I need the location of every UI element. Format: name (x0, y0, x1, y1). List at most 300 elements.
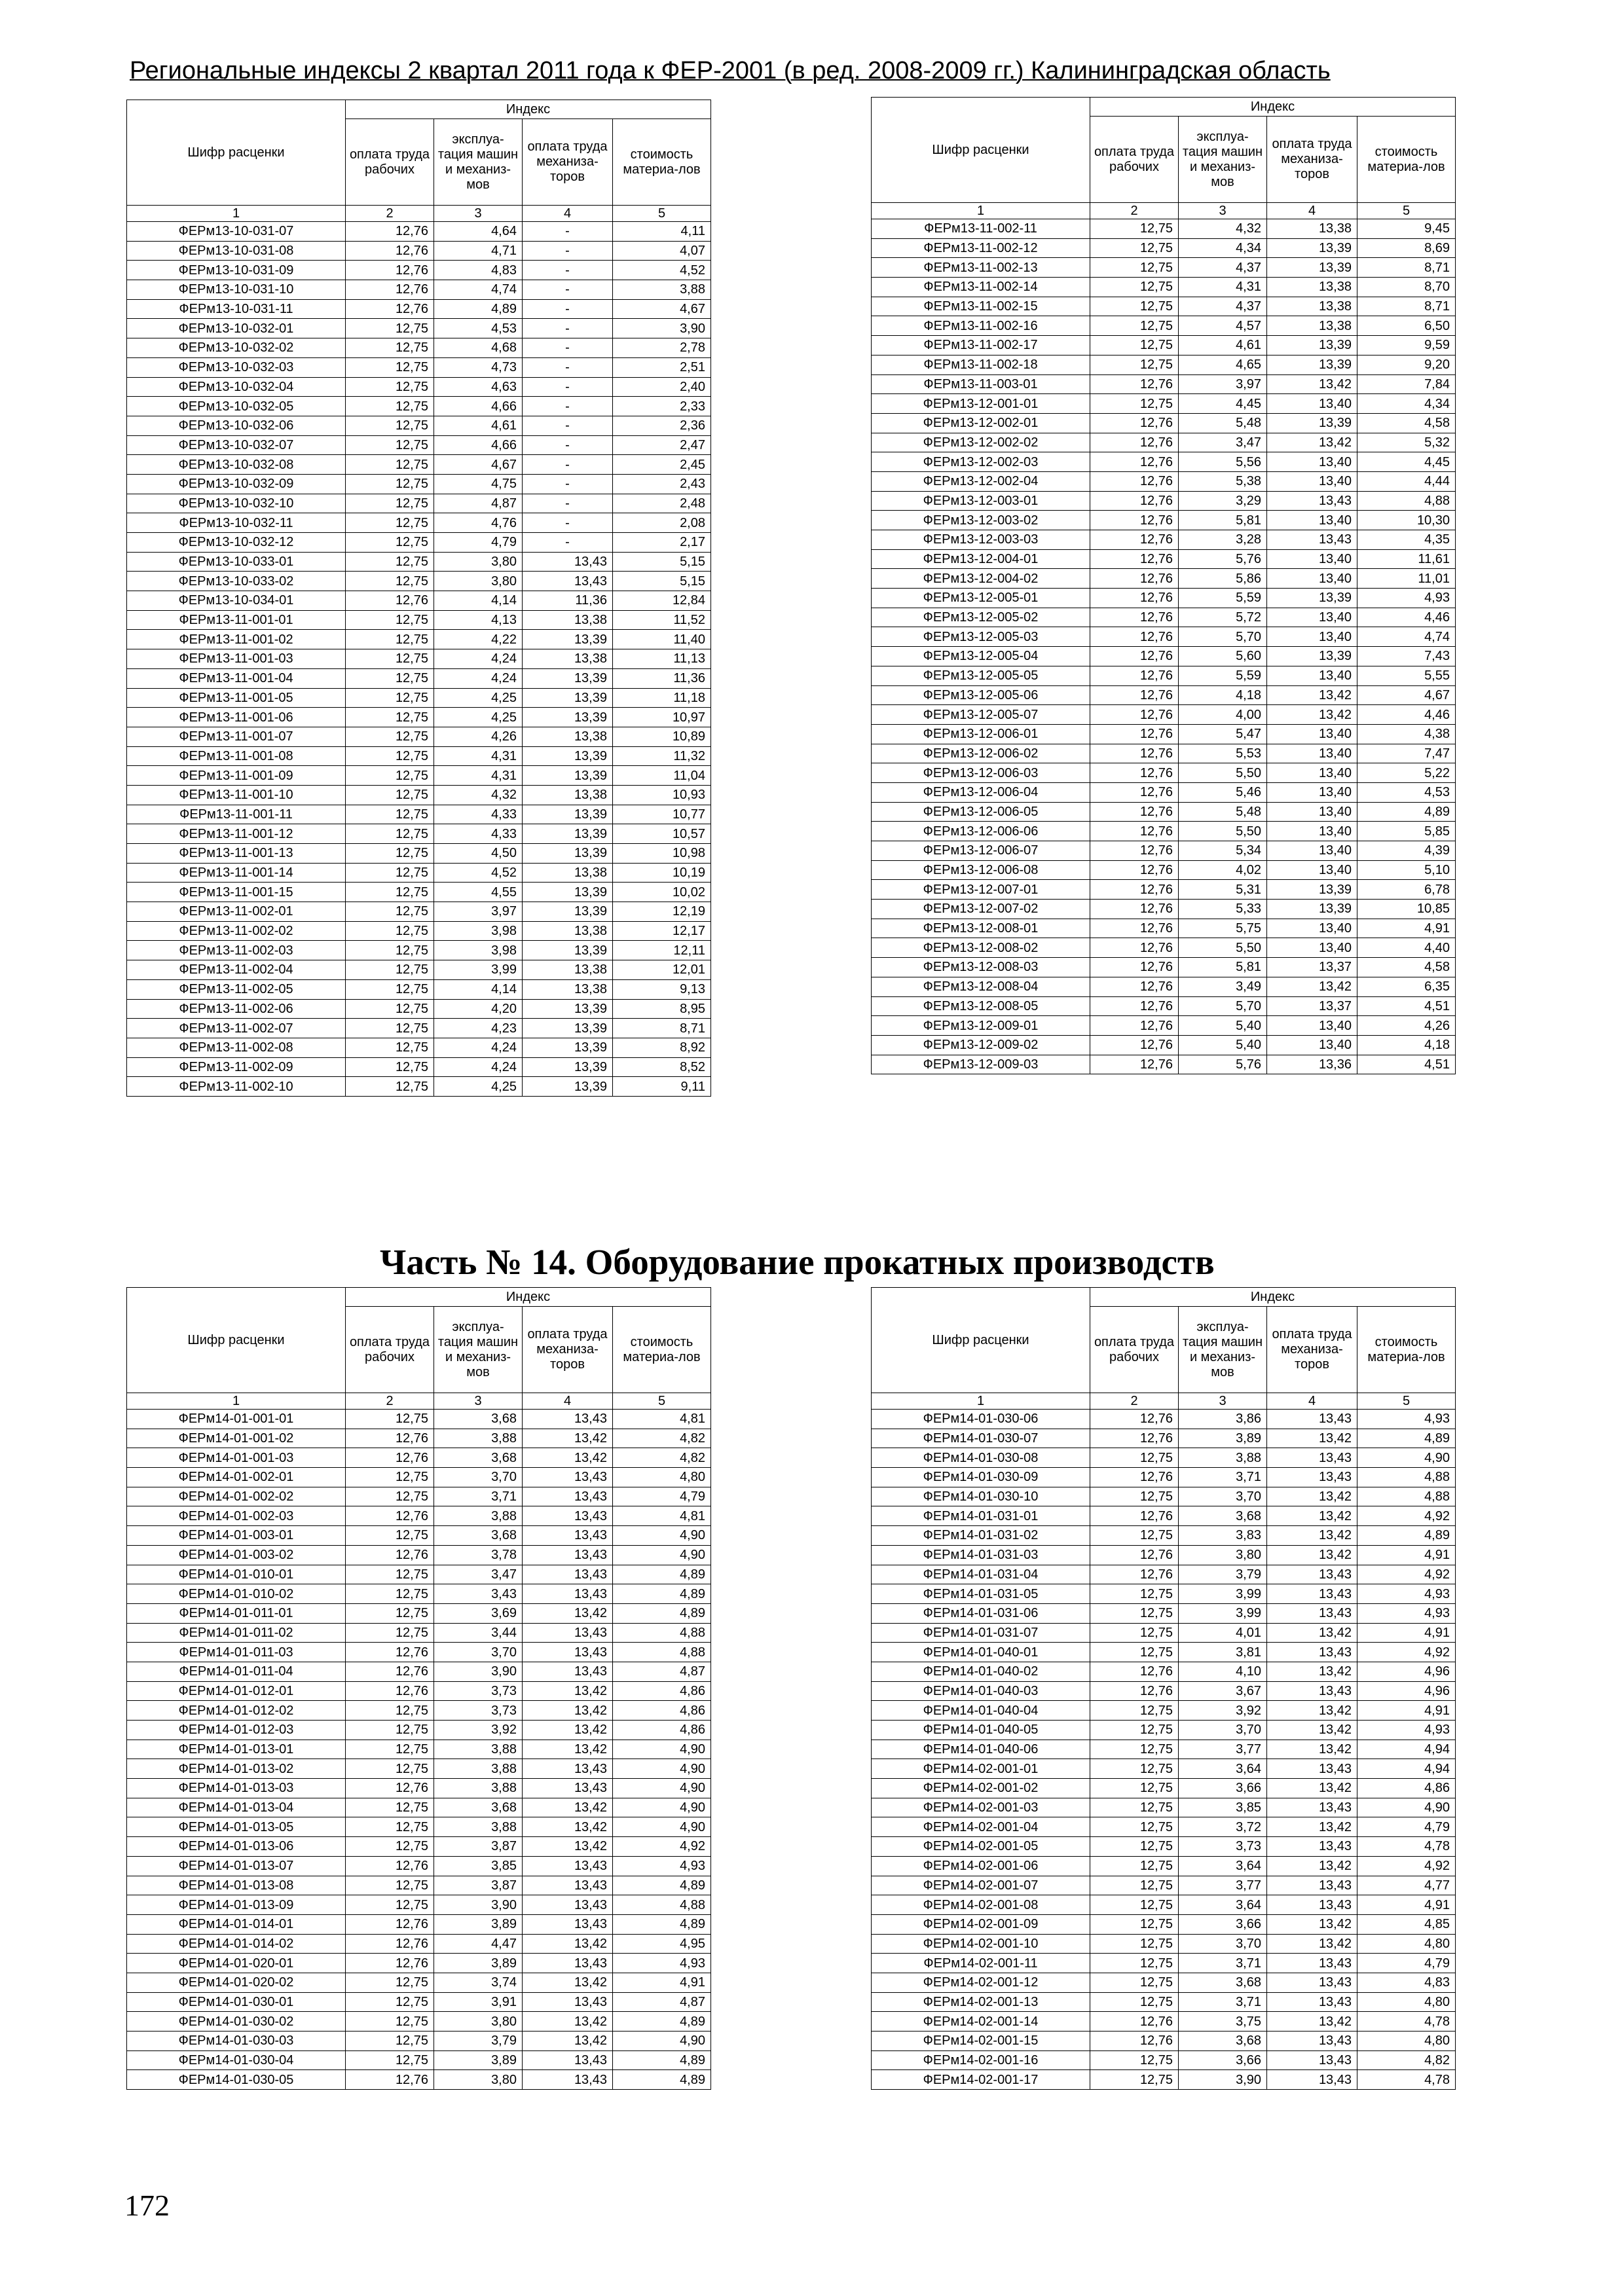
cell-rate-code: ФЕРм14-02-001-07 (872, 1876, 1090, 1895)
cell-value: 13,42 (1267, 1623, 1357, 1643)
cell-value: 4,80 (613, 1468, 711, 1487)
cell-value: 4,25 (434, 1077, 523, 1097)
cell-value: 12,01 (613, 960, 711, 980)
cell-value: 4,24 (434, 668, 523, 688)
cell-value: 10,97 (613, 708, 711, 727)
cell-value: 12,76 (1090, 627, 1179, 647)
header-index: Индекс (346, 100, 711, 119)
table-row (127, 494, 711, 513)
table-row (127, 533, 711, 553)
table-row (872, 1487, 1456, 1506)
cell-value: 12,76 (346, 280, 434, 300)
section-title: Часть № 14. Оборудование прокатных производств (380, 1242, 1215, 1282)
cell-rate-code: ФЕРм14-01-011-02 (127, 1623, 346, 1643)
cell-value: 4,79 (434, 533, 523, 553)
cell-value: 13,40 (1267, 666, 1357, 685)
cell-value: 12,75 (1090, 316, 1179, 336)
cell-value: 12,75 (346, 2050, 434, 2070)
cell-rate-code: ФЕРм13-11-002-15 (872, 297, 1090, 316)
cell-value: 4,90 (613, 2032, 711, 2051)
cell-value: 12,76 (346, 1545, 434, 1565)
cell-value: 13,43 (1267, 1584, 1357, 1604)
cell-value: 4,31 (434, 766, 523, 786)
cell-value: 13,43 (1267, 1759, 1357, 1779)
cell-value: 13,42 (523, 1740, 613, 1759)
page-number: 172 (124, 2189, 170, 2222)
cell-value: 13,43 (1267, 1895, 1357, 1915)
cell-value: 12,11 (613, 941, 711, 960)
header-column-number: 3 (1179, 203, 1267, 219)
cell-value: 13,42 (523, 1837, 613, 1857)
cell-value: 5,32 (1357, 433, 1456, 452)
cell-value: 4,89 (613, 2012, 711, 2032)
cell-value: 10,98 (613, 844, 711, 864)
table-row (872, 802, 1456, 822)
table-row (127, 805, 711, 824)
header-index: Индекс (346, 1288, 711, 1307)
cell-rate-code: ФЕРм13-11-002-16 (872, 316, 1090, 336)
cell-value: 13,43 (1267, 1681, 1357, 1701)
cell-value: 4,86 (1357, 1779, 1456, 1798)
cell-value: 13,42 (1267, 1506, 1357, 1526)
cell-value: 13,42 (1267, 433, 1357, 452)
table-row (872, 1506, 1456, 1526)
cell-rate-code: ФЕРм13-10-033-01 (127, 552, 346, 572)
table-row (127, 435, 711, 455)
table-row (872, 336, 1456, 355)
cell-value: 13,43 (1267, 1798, 1357, 1817)
table-row (872, 433, 1456, 452)
cell-value: 12,75 (346, 1565, 434, 1584)
cell-value: 4,82 (1357, 2050, 1456, 2070)
table-row (872, 471, 1456, 491)
cell-value: 4,57 (1179, 316, 1267, 336)
cell-rate-code: ФЕРм14-01-031-03 (872, 1545, 1090, 1565)
cell-value: 4,89 (1357, 802, 1456, 822)
cell-value: 13,43 (523, 1545, 613, 1565)
cell-value: 12,75 (1090, 297, 1179, 316)
header-labor: оплата труда рабочих (1090, 117, 1179, 203)
cell-value: 4,89 (613, 1565, 711, 1584)
table-row (872, 374, 1456, 394)
table-row (127, 824, 711, 844)
cell-value: 13,43 (1267, 530, 1357, 550)
cell-value: - (523, 280, 613, 300)
cell-value: 13,42 (523, 1798, 613, 1817)
table-row (127, 941, 711, 960)
header-column-number: 4 (1267, 1393, 1357, 1410)
table-row (127, 999, 711, 1019)
cell-value: 13,39 (523, 824, 613, 844)
cell-value: 13,42 (1267, 685, 1357, 705)
cell-value: 12,76 (1090, 996, 1179, 1016)
cell-value: 12,75 (346, 2012, 434, 2032)
table-row (127, 280, 711, 300)
table-row (872, 647, 1456, 666)
cell-value: 12,75 (1090, 1779, 1179, 1798)
cell-rate-code: ФЕРм13-12-005-05 (872, 666, 1090, 685)
cell-value: 13,42 (1267, 1856, 1357, 1876)
cell-value: 12,75 (346, 999, 434, 1019)
cell-value: 12,76 (1090, 549, 1179, 569)
cell-value: 12,75 (346, 572, 434, 591)
cell-value: 12,75 (346, 1468, 434, 1487)
cell-value: 12,75 (346, 1526, 434, 1546)
cell-rate-code: ФЕРм14-01-013-04 (127, 1798, 346, 1817)
cell-value: 13,42 (1267, 1662, 1357, 1681)
cell-value: 3,77 (1179, 1876, 1267, 1895)
cell-value: 13,39 (523, 630, 613, 649)
cell-value: 13,40 (1267, 1035, 1357, 1055)
cell-rate-code: ФЕРм13-11-001-11 (127, 805, 346, 824)
table-row (872, 1623, 1456, 1643)
header-column-number: 5 (613, 1393, 711, 1410)
cell-rate-code: ФЕРм13-10-031-07 (127, 222, 346, 242)
cell-value: 5,48 (1179, 413, 1267, 433)
cell-value: 3,90 (434, 1895, 523, 1915)
cell-rate-code: ФЕРм13-12-004-01 (872, 549, 1090, 569)
cell-value: 4,52 (613, 261, 711, 280)
cell-value: 5,50 (1179, 822, 1267, 841)
cell-rate-code: ФЕРм13-11-001-10 (127, 785, 346, 805)
cell-value: 7,84 (1357, 374, 1456, 394)
table-row (872, 1662, 1456, 1681)
cell-value: 12,75 (346, 1798, 434, 1817)
cell-rate-code: ФЕРм14-01-010-02 (127, 1584, 346, 1604)
cell-value: 13,39 (1267, 413, 1357, 433)
cell-rate-code: ФЕРм13-10-033-02 (127, 572, 346, 591)
header-materials: стоимость материа-лов (1357, 117, 1456, 203)
cell-rate-code: ФЕРм13-12-009-03 (872, 1055, 1090, 1074)
cell-value: 12,75 (346, 610, 434, 630)
cell-value: 3,81 (1179, 1643, 1267, 1662)
cell-value: 4,88 (1357, 1468, 1456, 1487)
table-row (127, 1603, 711, 1623)
cell-value: 4,67 (434, 455, 523, 475)
cell-value: 13,43 (523, 1410, 613, 1429)
cell-value: 4,24 (434, 1057, 523, 1077)
cell-value: 3,80 (434, 2070, 523, 2090)
cell-value: 4,76 (434, 513, 523, 533)
cell-value: - (523, 435, 613, 455)
cell-value: 3,72 (1179, 1817, 1267, 1837)
cell-value: 3,68 (1179, 2032, 1267, 2051)
cell-value: 13,40 (1267, 763, 1357, 783)
cell-value: 4,92 (613, 1837, 711, 1857)
cell-value: 4,58 (1357, 413, 1456, 433)
cell-value: 8,71 (1357, 297, 1456, 316)
cell-value: 12,75 (346, 1410, 434, 1429)
cell-rate-code: ФЕРм14-01-030-03 (127, 2032, 346, 2051)
cell-value: 13,43 (523, 1584, 613, 1604)
table-row (872, 511, 1456, 530)
cell-value: 4,87 (613, 1662, 711, 1681)
cell-value: 12,19 (613, 902, 711, 922)
table-row (872, 1740, 1456, 1759)
cell-value: 4,10 (1179, 1662, 1267, 1681)
table-row (127, 416, 711, 435)
cell-value: 4,40 (1357, 938, 1456, 958)
header-column-number: 5 (613, 206, 711, 222)
table-row (872, 452, 1456, 472)
cell-value: 13,43 (1267, 2070, 1357, 2090)
table-row (127, 979, 711, 999)
cell-value: 12,76 (1090, 1410, 1179, 1429)
table-row (872, 763, 1456, 783)
cell-value: 3,28 (1179, 530, 1267, 550)
cell-value: 4,90 (613, 1817, 711, 1837)
table-row (872, 278, 1456, 297)
cell-value: 11,01 (1357, 569, 1456, 589)
cell-value: 10,30 (1357, 511, 1456, 530)
cell-rate-code: ФЕРм13-11-001-15 (127, 883, 346, 902)
cell-value: 13,38 (523, 979, 613, 999)
cell-rate-code: ФЕРм13-10-032-03 (127, 357, 346, 377)
cell-value: 13,38 (523, 960, 613, 980)
cell-value: 4,22 (434, 630, 523, 649)
cell-value: 12,76 (1090, 782, 1179, 802)
cell-value: 4,82 (613, 1429, 711, 1448)
cell-rate-code: ФЕРм13-10-032-01 (127, 319, 346, 338)
cell-value: 13,42 (1267, 2012, 1357, 2032)
cell-value: 4,38 (1357, 724, 1456, 744)
table-row (872, 822, 1456, 841)
cell-value: 13,42 (1267, 1721, 1357, 1740)
cell-value: 4,14 (434, 979, 523, 999)
cell-value: 12,75 (346, 727, 434, 746)
table-row (872, 355, 1456, 374)
cell-value: 12,75 (346, 1973, 434, 1992)
table-row (127, 2050, 711, 2070)
cell-value: 13,43 (523, 2070, 613, 2090)
cell-value: 5,46 (1179, 782, 1267, 802)
table-row (127, 357, 711, 377)
cell-value: 6,78 (1357, 880, 1456, 900)
cell-value: 13,39 (523, 708, 613, 727)
header-column-number: 1 (127, 1393, 346, 1410)
table-row (872, 724, 1456, 744)
cell-value: - (523, 455, 613, 475)
table-row (872, 219, 1456, 239)
table-row (127, 1643, 711, 1662)
table-row (872, 608, 1456, 627)
cell-value: 3,88 (434, 1506, 523, 1526)
cell-value: 6,35 (1357, 977, 1456, 996)
cell-value: 12,76 (1090, 374, 1179, 394)
cell-value: 5,15 (613, 572, 711, 591)
cell-rate-code: ФЕРм13-11-002-08 (127, 1038, 346, 1057)
table-row (127, 766, 711, 786)
table-row (127, 1662, 711, 1681)
cell-value: 12,76 (1090, 1035, 1179, 1055)
header-materials: стоимость материа-лов (613, 1307, 711, 1393)
cell-value: 4,32 (434, 785, 523, 805)
cell-value: 4,89 (434, 299, 523, 319)
cell-value: 4,79 (613, 1487, 711, 1506)
cell-rate-code: ФЕРм14-02-001-17 (872, 2070, 1090, 2090)
table-row (127, 1701, 711, 1721)
cell-value: 13,38 (1267, 219, 1357, 239)
cell-value: 12,76 (1090, 413, 1179, 433)
table-row (127, 883, 711, 902)
cell-value: - (523, 261, 613, 280)
cell-rate-code: ФЕРм14-02-001-10 (872, 1934, 1090, 1954)
cell-value: 13,43 (1267, 2032, 1357, 2051)
cell-rate-code: ФЕРм13-12-006-04 (872, 782, 1090, 802)
cell-value: 4,87 (613, 1992, 711, 2012)
cell-value: 3,87 (434, 1876, 523, 1895)
cell-value: 13,43 (523, 1992, 613, 2012)
cell-value: 4,89 (613, 1603, 711, 1623)
table-row (872, 1759, 1456, 1779)
cell-value: 12,75 (346, 1019, 434, 1038)
cell-value: 5,22 (1357, 763, 1456, 783)
cell-rate-code: ФЕРм13-11-001-04 (127, 668, 346, 688)
cell-rate-code: ФЕРм13-12-002-03 (872, 452, 1090, 472)
cell-value: 13,39 (523, 668, 613, 688)
cell-value: 6,50 (1357, 316, 1456, 336)
cell-value: 12,76 (346, 591, 434, 611)
cell-value: 12,75 (1090, 1584, 1179, 1604)
table-row (872, 782, 1456, 802)
cell-value: 13,40 (1267, 471, 1357, 491)
cell-value: 12,75 (346, 883, 434, 902)
cell-value: 3,70 (1179, 1721, 1267, 1740)
cell-rate-code: ФЕРм14-01-031-02 (872, 1526, 1090, 1546)
cell-value: 4,90 (1357, 1798, 1456, 1817)
cell-rate-code: ФЕРм14-01-030-09 (872, 1468, 1090, 1487)
cell-rate-code: ФЕРм13-10-032-04 (127, 377, 346, 397)
cell-value: 5,86 (1179, 569, 1267, 589)
cell-value: 13,42 (1267, 1934, 1357, 1954)
cell-value: 13,43 (1267, 1973, 1357, 1992)
cell-value: 4,91 (1357, 1545, 1456, 1565)
cell-rate-code: ФЕРм13-12-006-03 (872, 763, 1090, 783)
cell-rate-code: ФЕРм14-01-001-03 (127, 1448, 346, 1468)
cell-rate-code: ФЕРм13-11-002-03 (127, 941, 346, 960)
header-column-number: 3 (1179, 1393, 1267, 1410)
cell-value: 12,75 (1090, 1603, 1179, 1623)
cell-value: 4,34 (1179, 238, 1267, 258)
cell-rate-code: ФЕРм13-11-001-01 (127, 610, 346, 630)
cell-value: 13,40 (1267, 394, 1357, 414)
cell-value: 3,88 (434, 1779, 523, 1798)
cell-rate-code: ФЕРм14-01-030-01 (127, 1992, 346, 2012)
cell-value: 3,43 (434, 1584, 523, 1604)
header-materials: стоимость материа-лов (613, 119, 711, 206)
table-row (127, 960, 711, 980)
table-row (127, 552, 711, 572)
cell-rate-code: ФЕРм14-01-031-05 (872, 1584, 1090, 1604)
cell-value: 12,75 (346, 357, 434, 377)
cell-value: 3,88 (613, 280, 711, 300)
cell-rate-code: ФЕРм14-01-030-06 (872, 1410, 1090, 1429)
cell-value: - (523, 474, 613, 494)
cell-value: 12,75 (1090, 238, 1179, 258)
cell-rate-code: ФЕРм14-01-013-06 (127, 1837, 346, 1857)
header-column-number: 5 (1357, 203, 1456, 219)
cell-value: 12,75 (346, 844, 434, 864)
cell-value: 4,75 (434, 474, 523, 494)
header-column-number: 2 (346, 206, 434, 222)
cell-value: 12,75 (346, 397, 434, 416)
cell-rate-code: ФЕРм13-11-001-13 (127, 844, 346, 864)
header-code: Шифр расценки (872, 1288, 1090, 1393)
cell-value: 13,42 (1267, 705, 1357, 725)
cell-value: 4,53 (1357, 782, 1456, 802)
cell-value: 3,79 (434, 2032, 523, 2051)
cell-value: 4,89 (613, 2050, 711, 2070)
table-row (872, 394, 1456, 414)
cell-value: 12,75 (346, 1603, 434, 1623)
cell-rate-code: ФЕРм13-10-032-10 (127, 494, 346, 513)
cell-value: 4,92 (1357, 1643, 1456, 1662)
cell-value: 13,38 (1267, 278, 1357, 297)
table-row (127, 1545, 711, 1565)
cell-rate-code: ФЕРм13-11-001-12 (127, 824, 346, 844)
cell-value: - (523, 222, 613, 242)
cell-value: 12,75 (346, 1876, 434, 1895)
cell-rate-code: ФЕРм13-11-001-09 (127, 766, 346, 786)
header-index: Индекс (1090, 1288, 1456, 1307)
cell-value: 4,90 (613, 1740, 711, 1759)
index-table-bottom-left (126, 1287, 711, 2090)
table-row (872, 1973, 1456, 1992)
cell-rate-code: ФЕРм13-11-002-07 (127, 1019, 346, 1038)
cell-rate-code: ФЕРм13-10-032-09 (127, 474, 346, 494)
cell-value: 12,75 (1090, 1817, 1179, 1837)
cell-value: 12,76 (1090, 763, 1179, 783)
cell-value: 12,75 (1090, 1701, 1179, 1721)
cell-value: 4,92 (1357, 1856, 1456, 1876)
table-row (127, 397, 711, 416)
cell-value: 4,93 (1357, 589, 1456, 608)
cell-value: 4,94 (1357, 1759, 1456, 1779)
cell-value: 5,75 (1179, 919, 1267, 938)
cell-value: 4,89 (613, 1876, 711, 1895)
cell-value: 7,47 (1357, 744, 1456, 763)
cell-rate-code: ФЕРм13-12-006-05 (872, 802, 1090, 822)
cell-value: 13,42 (1267, 1914, 1357, 1934)
table-row (127, 668, 711, 688)
cell-value: 4,23 (434, 1019, 523, 1038)
cell-rate-code: ФЕРм14-01-001-02 (127, 1429, 346, 1448)
cell-value: 4,93 (1357, 1584, 1456, 1604)
cell-value: 13,42 (523, 1448, 613, 1468)
cell-value: 4,39 (1357, 841, 1456, 861)
cell-value: 12,76 (1090, 841, 1179, 861)
cell-value: 4,88 (613, 1895, 711, 1915)
cell-rate-code: ФЕРм14-02-001-06 (872, 1856, 1090, 1876)
cell-value: 4,80 (1357, 1934, 1456, 1954)
table-row (127, 1934, 711, 1954)
cell-value: 3,64 (1179, 1856, 1267, 1876)
cell-value: 3,69 (434, 1603, 523, 1623)
cell-value: 13,42 (1267, 1701, 1357, 1721)
cell-rate-code: ФЕРм14-01-031-04 (872, 1565, 1090, 1584)
cell-value: 12,75 (1090, 1740, 1179, 1759)
cell-value: 12,76 (1090, 1662, 1179, 1681)
cell-value: 4,91 (1357, 919, 1456, 938)
table-row (127, 241, 711, 261)
table-row (872, 2032, 1456, 2051)
cell-value: 4,90 (613, 1759, 711, 1779)
cell-value: 4,92 (1357, 1565, 1456, 1584)
cell-value: 12,75 (346, 1817, 434, 1837)
cell-value: 4,37 (1179, 297, 1267, 316)
cell-value: 5,15 (613, 552, 711, 572)
cell-value: 3,91 (434, 1992, 523, 2012)
